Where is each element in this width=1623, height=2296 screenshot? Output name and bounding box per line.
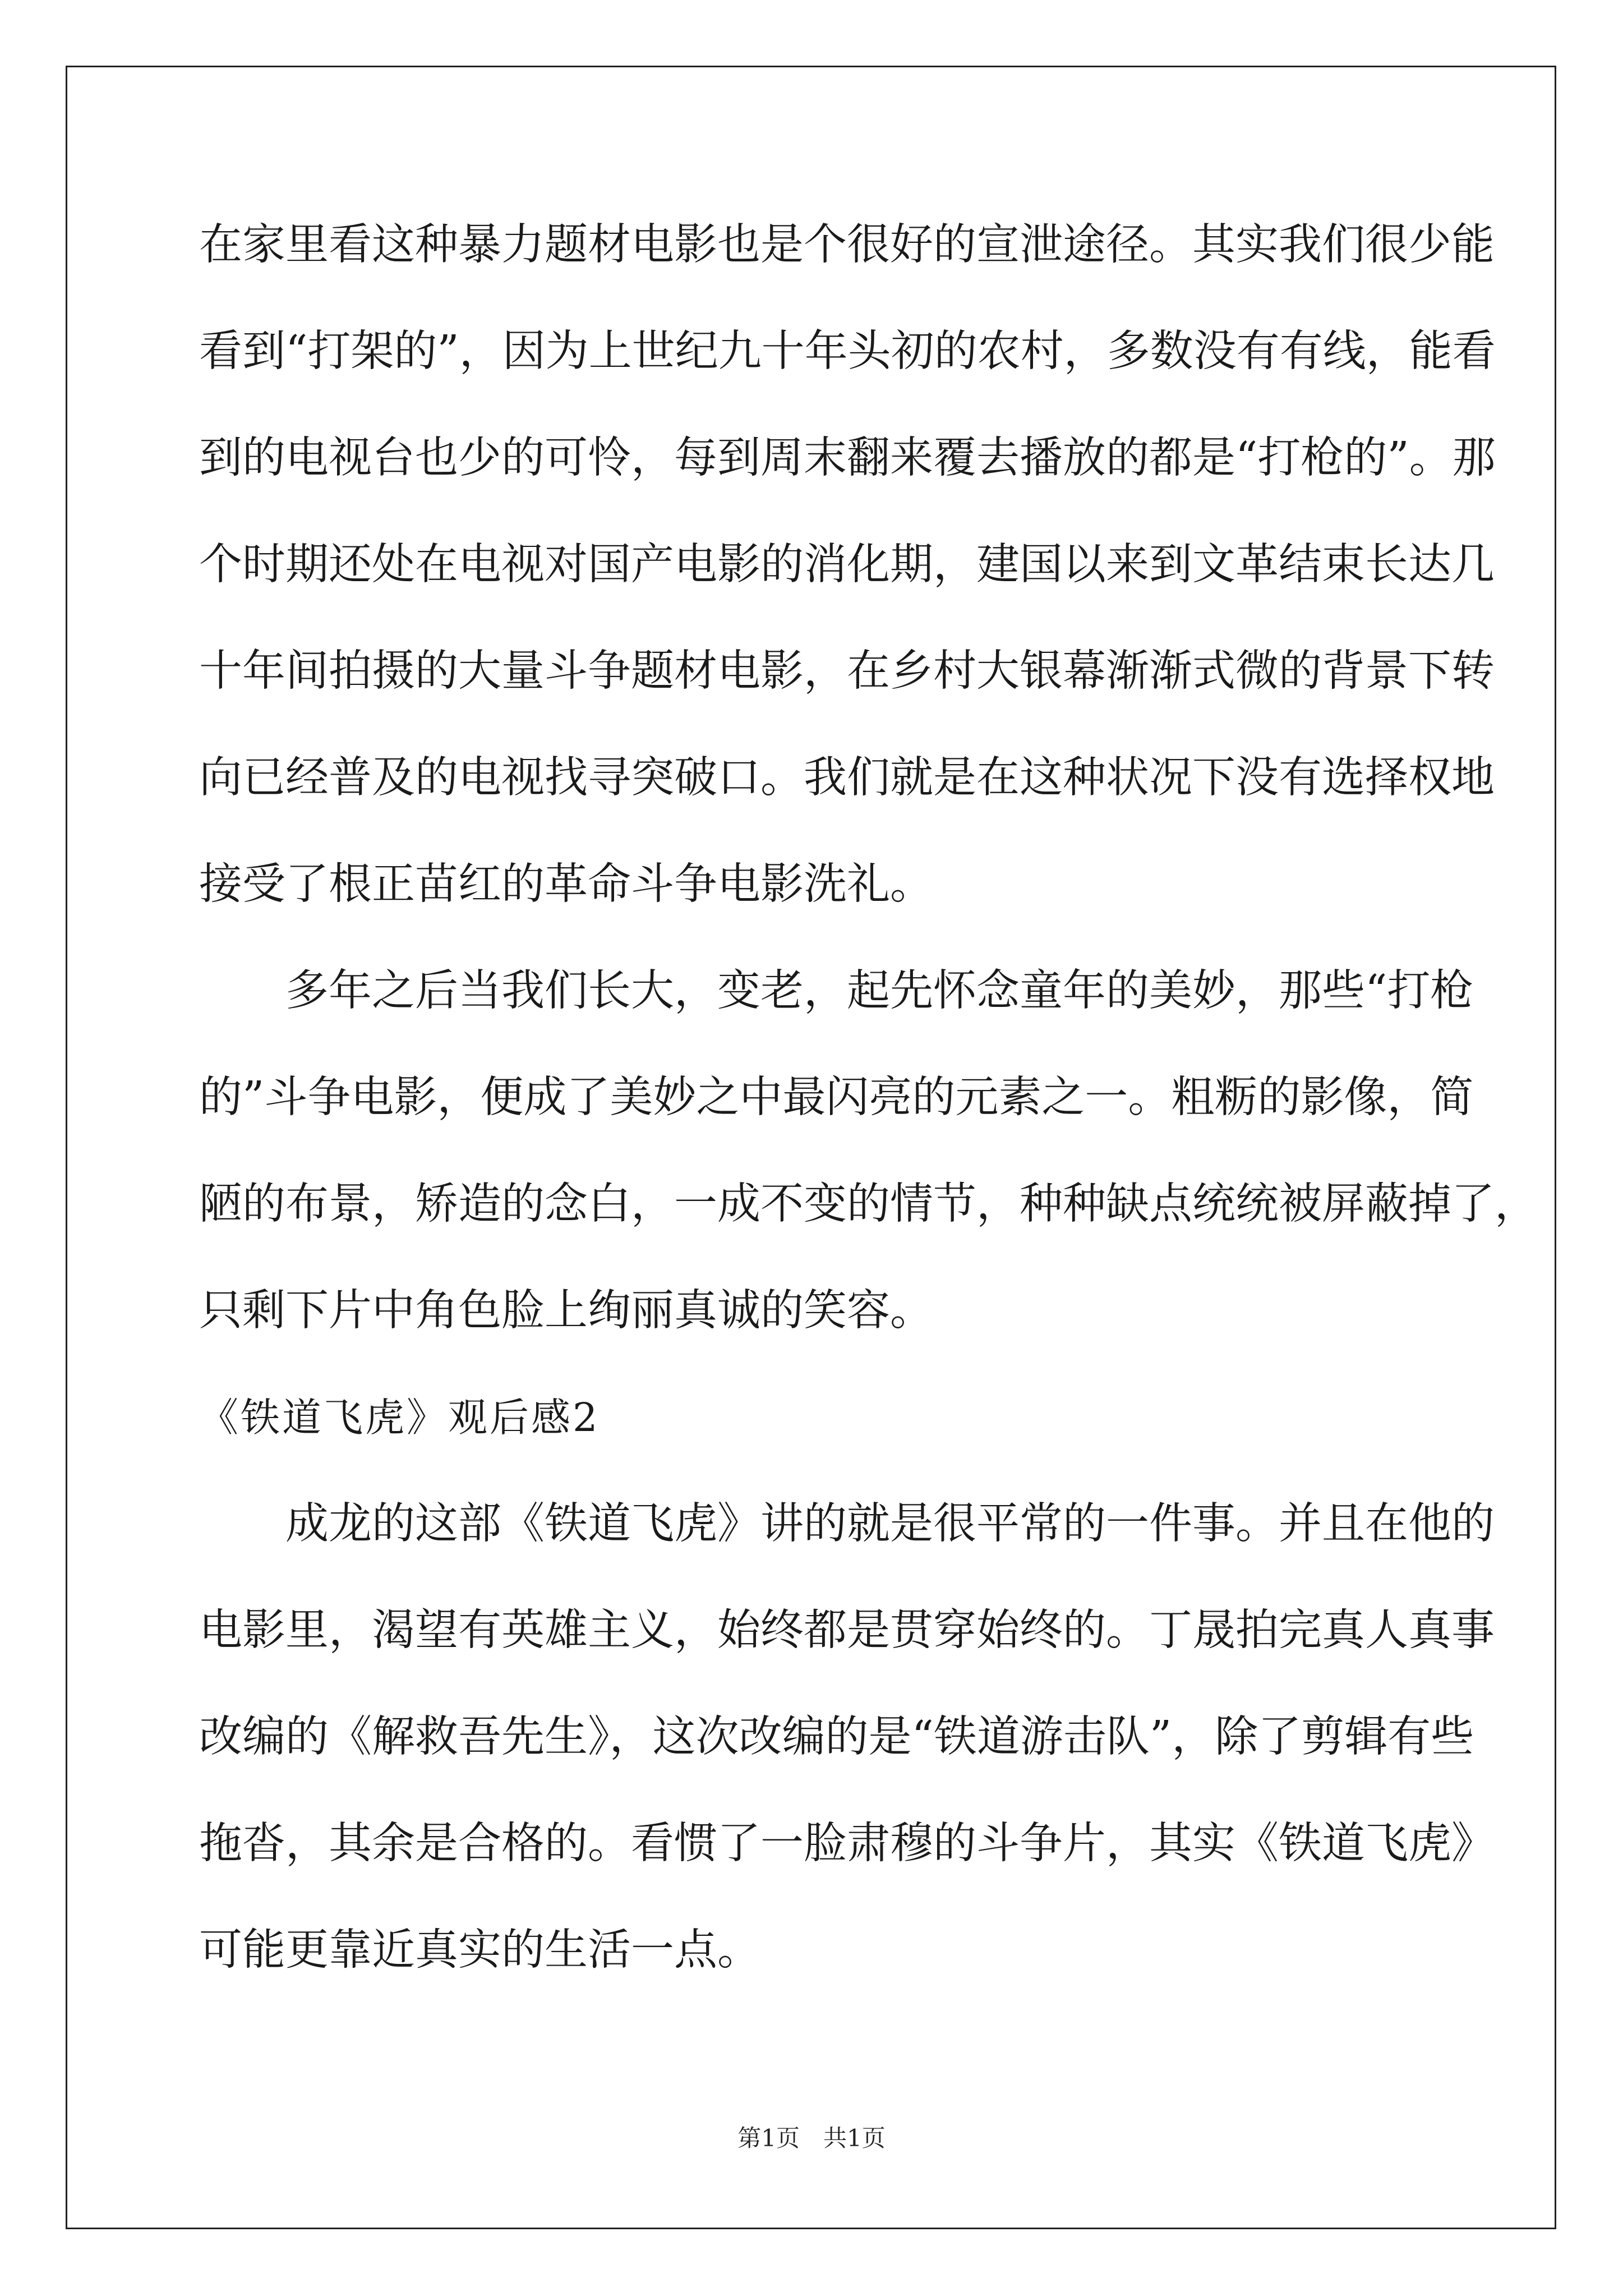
text-line: 个时期还处在电视对国产电影的消化期，建国以来到文革结束长达几 <box>199 540 1495 590</box>
text-line: 接受了根正苗红的革命斗争电影洗礼。 <box>199 859 933 909</box>
text-line: 的”斗争电影，便成了美妙之中最闪亮的元素之一。粗粝的影像，简 <box>199 1073 1474 1122</box>
text-line: 多年之后当我们长大，变老，起先怀念童年的美妙，那些“打枪 <box>199 966 1474 1016</box>
text-line: 在家里看这种暴力题材电影也是个很好的宣泄途径。其实我们很少能 <box>199 220 1495 270</box>
text-line: 改编的《解救吾先生》，这次改编的是“铁道游击队”，除了剪辑有些 <box>199 1712 1474 1762</box>
section-heading: 《铁道飞虎》观后感2 <box>199 1395 600 1441</box>
text-line: 陋的布景，矫造的念白，一成不变的情节，种种缺点统统被屏蔽掉了， <box>199 1179 1538 1229</box>
text-line: 向已经普及的电视找寻突破口。我们就是在这种状况下没有选择权地 <box>199 753 1495 803</box>
text-line: 到的电视台也少的可怜，每到周末翻来覆去播放的都是“打枪的”。那 <box>199 433 1496 483</box>
text-line: 可能更靠近真实的生活一点。 <box>199 1925 760 1975</box>
text-line: 拖沓，其余是合格的。看惯了一脸肃穆的斗争片，其实《铁道飞虎》 <box>199 1819 1495 1869</box>
text-line: 只剩下片中角色脸上绚丽真诚的笑容。 <box>199 1286 933 1336</box>
text-line: 看到“打架的”，因为上世纪九十年头初的农村，多数没有有线，能看 <box>199 326 1496 376</box>
document-body <box>199 210 1538 2022</box>
text-line: 成龙的这部《铁道飞虎》讲的就是很平常的一件事。并且在他的 <box>199 1499 1495 1549</box>
text-line: 电影里，渴望有英雄主义，始终都是贯穿始终的。丁晟拍完真人真事 <box>199 1605 1495 1655</box>
page-number: 第1页 共1页 <box>737 2124 886 2152</box>
text-line: 十年间拍摄的大量斗争题材电影，在乡村大银幕渐渐式微的背景下转 <box>199 646 1495 696</box>
